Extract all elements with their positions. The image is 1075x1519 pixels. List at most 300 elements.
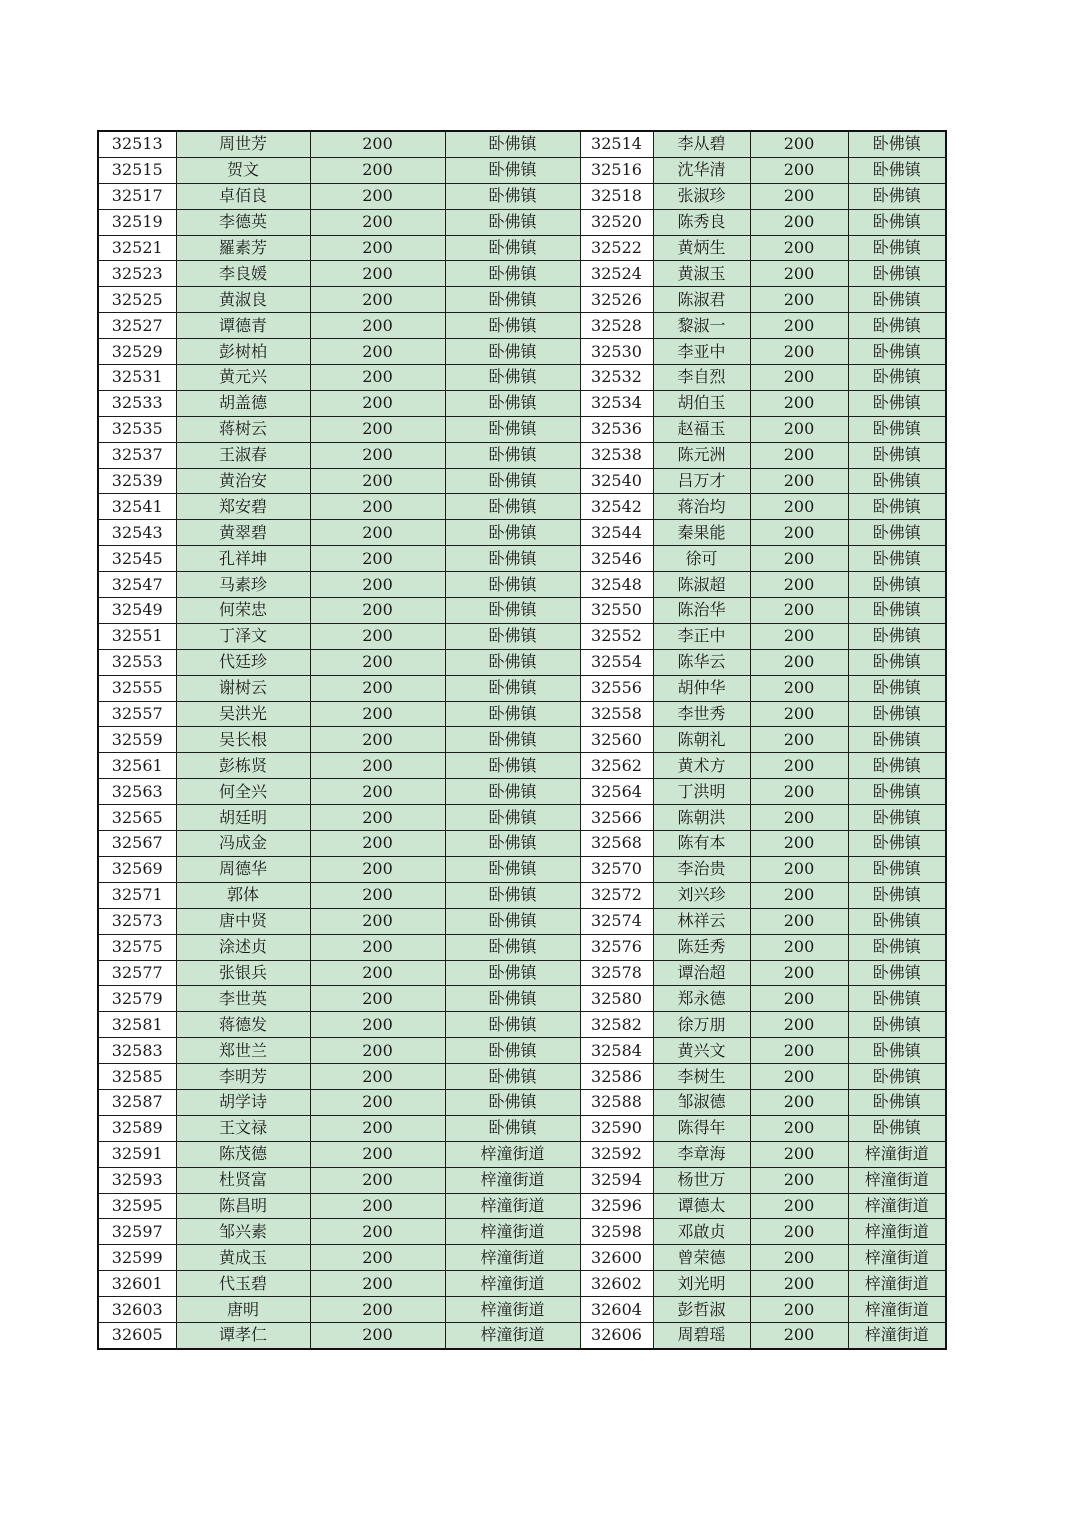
amount-cell: 200 <box>750 753 848 779</box>
area-name-cell: 卧佛镇 <box>848 727 946 753</box>
area-name-cell: 卧佛镇 <box>848 598 946 624</box>
area-name-cell: 卧佛镇 <box>445 261 580 287</box>
area-name-cell: 卧佛镇 <box>848 313 946 339</box>
amount-cell: 200 <box>310 209 445 235</box>
person-name-cell: 徐可 <box>653 546 750 572</box>
record-id-cell: 32516 <box>580 157 653 183</box>
area-name-cell: 卧佛镇 <box>848 623 946 649</box>
person-name-cell: 黄淑玉 <box>653 261 750 287</box>
area-name-cell: 梓潼街道 <box>848 1141 946 1167</box>
area-name-cell: 卧佛镇 <box>445 856 580 882</box>
record-id-cell: 32568 <box>580 831 653 857</box>
area-name-cell: 卧佛镇 <box>848 572 946 598</box>
amount-cell: 200 <box>750 649 848 675</box>
amount-cell: 200 <box>310 131 445 157</box>
amount-cell: 200 <box>750 1193 848 1219</box>
table-row <box>98 1064 946 1090</box>
person-name-cell: 陈有本 <box>653 831 750 857</box>
area-name-cell: 卧佛镇 <box>445 986 580 1012</box>
table-row <box>98 623 946 649</box>
area-name-cell: 卧佛镇 <box>445 339 580 365</box>
record-id-cell: 32515 <box>98 157 176 183</box>
record-id-cell: 32535 <box>98 416 176 442</box>
table-row <box>98 494 946 520</box>
record-id-cell: 32558 <box>580 701 653 727</box>
amount-cell: 200 <box>750 209 848 235</box>
area-name-cell: 卧佛镇 <box>445 908 580 934</box>
amount-cell: 200 <box>310 261 445 287</box>
table-row <box>98 546 946 572</box>
person-name-cell: 贺文 <box>176 157 310 183</box>
area-name-cell: 梓潼街道 <box>848 1167 946 1193</box>
record-id-cell: 32587 <box>98 1089 176 1115</box>
area-name-cell: 卧佛镇 <box>848 287 946 313</box>
person-name-cell: 冯成金 <box>176 831 310 857</box>
area-name-cell: 卧佛镇 <box>445 831 580 857</box>
area-name-cell: 卧佛镇 <box>848 1012 946 1038</box>
person-name-cell: 胡学诗 <box>176 1089 310 1115</box>
table-row <box>98 598 946 624</box>
person-name-cell: 李世秀 <box>653 701 750 727</box>
person-name-cell: 李亚中 <box>653 339 750 365</box>
person-name-cell: 黄成玉 <box>176 1245 310 1271</box>
amount-cell: 200 <box>750 1245 848 1271</box>
table-row <box>98 805 946 831</box>
amount-cell: 200 <box>310 675 445 701</box>
record-id-cell: 32576 <box>580 934 653 960</box>
person-name-cell: 郭体 <box>176 882 310 908</box>
amount-cell: 200 <box>310 1297 445 1323</box>
amount-cell: 200 <box>310 442 445 468</box>
table-row <box>98 1012 946 1038</box>
record-id-cell: 32522 <box>580 235 653 261</box>
area-name-cell: 卧佛镇 <box>445 1038 580 1064</box>
amount-cell: 200 <box>750 546 848 572</box>
amount-cell: 200 <box>750 779 848 805</box>
table-row <box>98 365 946 391</box>
record-id-cell: 32517 <box>98 183 176 209</box>
record-id-cell: 32606 <box>580 1322 653 1348</box>
area-name-cell: 卧佛镇 <box>848 856 946 882</box>
person-name-cell: 吴洪光 <box>176 701 310 727</box>
amount-cell: 200 <box>310 313 445 339</box>
table-row <box>98 287 946 313</box>
person-name-cell: 蒋树云 <box>176 416 310 442</box>
table-row <box>98 183 946 209</box>
record-id-cell: 32569 <box>98 856 176 882</box>
person-name-cell: 陈元洲 <box>653 442 750 468</box>
record-id-cell: 32581 <box>98 1012 176 1038</box>
person-name-cell: 邹兴素 <box>176 1219 310 1245</box>
person-name-cell: 谭孝仁 <box>176 1322 310 1348</box>
area-name-cell: 梓潼街道 <box>445 1245 580 1271</box>
person-name-cell: 代玉碧 <box>176 1271 310 1297</box>
record-id-cell: 32524 <box>580 261 653 287</box>
area-name-cell: 卧佛镇 <box>445 183 580 209</box>
amount-cell: 200 <box>750 1038 848 1064</box>
person-name-cell: 黎淑一 <box>653 313 750 339</box>
amount-cell: 200 <box>310 701 445 727</box>
amount-cell: 200 <box>750 831 848 857</box>
person-name-cell: 胡伯玉 <box>653 390 750 416</box>
area-name-cell: 卧佛镇 <box>445 546 580 572</box>
person-name-cell: 黄元兴 <box>176 365 310 391</box>
area-name-cell: 梓潼街道 <box>445 1219 580 1245</box>
area-name-cell: 卧佛镇 <box>445 572 580 598</box>
record-id-cell: 32598 <box>580 1219 653 1245</box>
area-name-cell: 卧佛镇 <box>848 520 946 546</box>
person-name-cell: 唐中贤 <box>176 908 310 934</box>
amount-cell: 200 <box>310 157 445 183</box>
record-id-cell: 32532 <box>580 365 653 391</box>
area-name-cell: 梓潼街道 <box>848 1219 946 1245</box>
area-name-cell: 卧佛镇 <box>445 1012 580 1038</box>
record-id-cell: 32541 <box>98 494 176 520</box>
area-name-cell: 卧佛镇 <box>848 261 946 287</box>
person-name-cell: 陈茂德 <box>176 1141 310 1167</box>
amount-cell: 200 <box>310 1012 445 1038</box>
area-name-cell: 卧佛镇 <box>445 235 580 261</box>
person-name-cell: 李自烈 <box>653 365 750 391</box>
area-name-cell: 卧佛镇 <box>445 779 580 805</box>
amount-cell: 200 <box>310 934 445 960</box>
amount-cell: 200 <box>750 1115 848 1141</box>
person-name-cell: 周碧瑶 <box>653 1322 750 1348</box>
person-name-cell: 唐明 <box>176 1297 310 1323</box>
person-name-cell: 谢树云 <box>176 675 310 701</box>
amount-cell: 200 <box>310 416 445 442</box>
roster-sheet <box>97 130 947 1350</box>
person-name-cell: 谭德青 <box>176 313 310 339</box>
record-id-cell: 32520 <box>580 209 653 235</box>
area-name-cell: 卧佛镇 <box>445 209 580 235</box>
amount-cell: 200 <box>750 908 848 934</box>
person-name-cell: 刘光明 <box>653 1271 750 1297</box>
area-name-cell: 卧佛镇 <box>848 235 946 261</box>
person-name-cell: 陈廷秀 <box>653 934 750 960</box>
record-id-cell: 32600 <box>580 1245 653 1271</box>
record-id-cell: 32531 <box>98 365 176 391</box>
table-row <box>98 131 946 157</box>
area-name-cell: 卧佛镇 <box>445 157 580 183</box>
person-name-cell: 黄翠碧 <box>176 520 310 546</box>
person-name-cell: 赵福玉 <box>653 416 750 442</box>
record-id-cell: 32533 <box>98 390 176 416</box>
area-name-cell: 卧佛镇 <box>848 960 946 986</box>
area-name-cell: 卧佛镇 <box>445 649 580 675</box>
area-name-cell: 卧佛镇 <box>445 1064 580 1090</box>
person-name-cell: 胡廷明 <box>176 805 310 831</box>
area-name-cell: 卧佛镇 <box>445 753 580 779</box>
record-id-cell: 32604 <box>580 1297 653 1323</box>
table-row <box>98 390 946 416</box>
amount-cell: 200 <box>750 131 848 157</box>
amount-cell: 200 <box>750 520 848 546</box>
record-id-cell: 32588 <box>580 1089 653 1115</box>
amount-cell: 200 <box>750 1141 848 1167</box>
amount-cell: 200 <box>750 494 848 520</box>
amount-cell: 200 <box>310 1219 445 1245</box>
amount-cell: 200 <box>310 546 445 572</box>
record-id-cell: 32596 <box>580 1193 653 1219</box>
area-name-cell: 卧佛镇 <box>445 598 580 624</box>
person-name-cell: 徐万朋 <box>653 1012 750 1038</box>
record-id-cell: 32605 <box>98 1322 176 1348</box>
record-id-cell: 32537 <box>98 442 176 468</box>
table-row <box>98 1141 946 1167</box>
person-name-cell: 周世芳 <box>176 131 310 157</box>
table-row <box>98 1322 946 1348</box>
table-row <box>98 157 946 183</box>
person-name-cell: 胡盖德 <box>176 390 310 416</box>
table-row <box>98 649 946 675</box>
amount-cell: 200 <box>750 727 848 753</box>
record-id-cell: 32589 <box>98 1115 176 1141</box>
record-id-cell: 32521 <box>98 235 176 261</box>
amount-cell: 200 <box>750 882 848 908</box>
person-name-cell: 李世英 <box>176 986 310 1012</box>
amount-cell: 200 <box>310 908 445 934</box>
person-name-cell: 王文禄 <box>176 1115 310 1141</box>
person-name-cell: 羅素芳 <box>176 235 310 261</box>
record-id-cell: 32545 <box>98 546 176 572</box>
record-id-cell: 32553 <box>98 649 176 675</box>
amount-cell: 200 <box>310 235 445 261</box>
area-name-cell: 卧佛镇 <box>445 727 580 753</box>
record-id-cell: 32534 <box>580 390 653 416</box>
person-name-cell: 彭栋贤 <box>176 753 310 779</box>
person-name-cell: 何全兴 <box>176 779 310 805</box>
amount-cell: 200 <box>310 831 445 857</box>
area-name-cell: 卧佛镇 <box>445 805 580 831</box>
record-id-cell: 32597 <box>98 1219 176 1245</box>
table-row <box>98 1193 946 1219</box>
record-id-cell: 32562 <box>580 753 653 779</box>
record-id-cell: 32592 <box>580 1141 653 1167</box>
area-name-cell: 梓潼街道 <box>848 1193 946 1219</box>
person-name-cell: 李从碧 <box>653 131 750 157</box>
record-id-cell: 32567 <box>98 831 176 857</box>
area-name-cell: 卧佛镇 <box>848 494 946 520</box>
person-name-cell: 邹淑德 <box>653 1089 750 1115</box>
area-name-cell: 卧佛镇 <box>445 416 580 442</box>
area-name-cell: 梓潼街道 <box>445 1322 580 1348</box>
person-name-cell: 陈淑君 <box>653 287 750 313</box>
person-name-cell: 蒋德发 <box>176 1012 310 1038</box>
record-id-cell: 32602 <box>580 1271 653 1297</box>
roster-table-body <box>98 131 946 1349</box>
record-id-cell: 32548 <box>580 572 653 598</box>
amount-cell: 200 <box>750 598 848 624</box>
area-name-cell: 梓潼街道 <box>445 1167 580 1193</box>
record-id-cell: 32514 <box>580 131 653 157</box>
person-name-cell: 郑世兰 <box>176 1038 310 1064</box>
area-name-cell: 卧佛镇 <box>848 1038 946 1064</box>
table-row <box>98 831 946 857</box>
person-name-cell: 张淑珍 <box>653 183 750 209</box>
record-id-cell: 32603 <box>98 1297 176 1323</box>
area-name-cell: 卧佛镇 <box>445 1089 580 1115</box>
table-row <box>98 753 946 779</box>
record-id-cell: 32582 <box>580 1012 653 1038</box>
amount-cell: 200 <box>310 339 445 365</box>
record-id-cell: 32546 <box>580 546 653 572</box>
table-row <box>98 572 946 598</box>
person-name-cell: 蒋治均 <box>653 494 750 520</box>
person-name-cell: 李章海 <box>653 1141 750 1167</box>
amount-cell: 200 <box>310 1167 445 1193</box>
amount-cell: 200 <box>310 390 445 416</box>
record-id-cell: 32551 <box>98 623 176 649</box>
record-id-cell: 32556 <box>580 675 653 701</box>
record-id-cell: 32599 <box>98 1245 176 1271</box>
table-row <box>98 1297 946 1323</box>
person-name-cell: 丁洪明 <box>653 779 750 805</box>
area-name-cell: 梓潼街道 <box>848 1271 946 1297</box>
amount-cell: 200 <box>310 365 445 391</box>
area-name-cell: 梓潼街道 <box>445 1141 580 1167</box>
table-row <box>98 416 946 442</box>
table-row <box>98 209 946 235</box>
record-id-cell: 32518 <box>580 183 653 209</box>
amount-cell: 200 <box>310 805 445 831</box>
area-name-cell: 梓潼街道 <box>848 1245 946 1271</box>
amount-cell: 200 <box>750 1064 848 1090</box>
record-id-cell: 32590 <box>580 1115 653 1141</box>
area-name-cell: 卧佛镇 <box>445 365 580 391</box>
amount-cell: 200 <box>310 856 445 882</box>
amount-cell: 200 <box>750 339 848 365</box>
area-name-cell: 卧佛镇 <box>445 313 580 339</box>
person-name-cell: 彭树柏 <box>176 339 310 365</box>
person-name-cell: 邓啟贞 <box>653 1219 750 1245</box>
person-name-cell: 杜贤富 <box>176 1167 310 1193</box>
person-name-cell: 王淑春 <box>176 442 310 468</box>
amount-cell: 200 <box>310 1245 445 1271</box>
amount-cell: 200 <box>750 157 848 183</box>
area-name-cell: 卧佛镇 <box>848 183 946 209</box>
area-name-cell: 卧佛镇 <box>848 831 946 857</box>
area-name-cell: 卧佛镇 <box>445 442 580 468</box>
record-id-cell: 32538 <box>580 442 653 468</box>
area-name-cell: 卧佛镇 <box>445 468 580 494</box>
table-row <box>98 1167 946 1193</box>
amount-cell: 200 <box>310 753 445 779</box>
person-name-cell: 秦果能 <box>653 520 750 546</box>
person-name-cell: 涂述贞 <box>176 934 310 960</box>
area-name-cell: 卧佛镇 <box>848 649 946 675</box>
record-id-cell: 32555 <box>98 675 176 701</box>
amount-cell: 200 <box>310 572 445 598</box>
person-name-cell: 李正中 <box>653 623 750 649</box>
table-row <box>98 882 946 908</box>
area-name-cell: 卧佛镇 <box>445 494 580 520</box>
amount-cell: 200 <box>310 1115 445 1141</box>
area-name-cell: 卧佛镇 <box>848 1089 946 1115</box>
amount-cell: 200 <box>310 623 445 649</box>
person-name-cell: 吴长根 <box>176 727 310 753</box>
amount-cell: 200 <box>310 287 445 313</box>
record-id-cell: 32539 <box>98 468 176 494</box>
table-row <box>98 1089 946 1115</box>
person-name-cell: 陈治华 <box>653 598 750 624</box>
amount-cell: 200 <box>310 779 445 805</box>
record-id-cell: 32579 <box>98 986 176 1012</box>
amount-cell: 200 <box>750 572 848 598</box>
person-name-cell: 曾荣德 <box>653 1245 750 1271</box>
table-row <box>98 675 946 701</box>
area-name-cell: 卧佛镇 <box>848 805 946 831</box>
table-row <box>98 934 946 960</box>
table-row <box>98 339 946 365</box>
person-name-cell: 张银兵 <box>176 960 310 986</box>
area-name-cell: 卧佛镇 <box>445 934 580 960</box>
table-row <box>98 235 946 261</box>
person-name-cell: 黄治安 <box>176 468 310 494</box>
area-name-cell: 卧佛镇 <box>848 546 946 572</box>
record-id-cell: 32554 <box>580 649 653 675</box>
amount-cell: 200 <box>310 649 445 675</box>
area-name-cell: 卧佛镇 <box>445 623 580 649</box>
record-id-cell: 32594 <box>580 1167 653 1193</box>
record-id-cell: 32586 <box>580 1064 653 1090</box>
record-id-cell: 32565 <box>98 805 176 831</box>
amount-cell: 200 <box>750 442 848 468</box>
table-row <box>98 727 946 753</box>
area-name-cell: 卧佛镇 <box>848 908 946 934</box>
area-name-cell: 卧佛镇 <box>848 701 946 727</box>
amount-cell: 200 <box>750 986 848 1012</box>
record-id-cell: 32542 <box>580 494 653 520</box>
area-name-cell: 梓潼街道 <box>848 1297 946 1323</box>
amount-cell: 200 <box>310 1064 445 1090</box>
area-name-cell: 梓潼街道 <box>445 1271 580 1297</box>
table-row <box>98 960 946 986</box>
record-id-cell: 32528 <box>580 313 653 339</box>
amount-cell: 200 <box>750 365 848 391</box>
amount-cell: 200 <box>310 727 445 753</box>
person-name-cell: 陈华云 <box>653 649 750 675</box>
amount-cell: 200 <box>750 1297 848 1323</box>
record-id-cell: 32564 <box>580 779 653 805</box>
table-row <box>98 1219 946 1245</box>
table-row <box>98 779 946 805</box>
person-name-cell: 卓佰良 <box>176 183 310 209</box>
area-name-cell: 卧佛镇 <box>848 209 946 235</box>
record-id-cell: 32563 <box>98 779 176 805</box>
area-name-cell: 卧佛镇 <box>445 520 580 546</box>
amount-cell: 200 <box>750 623 848 649</box>
record-id-cell: 32571 <box>98 882 176 908</box>
record-id-cell: 32561 <box>98 753 176 779</box>
person-name-cell: 陈秀良 <box>653 209 750 235</box>
record-id-cell: 32549 <box>98 598 176 624</box>
table-row <box>98 313 946 339</box>
record-id-cell: 32519 <box>98 209 176 235</box>
record-id-cell: 32530 <box>580 339 653 365</box>
area-name-cell: 梓潼街道 <box>445 1193 580 1219</box>
person-name-cell: 李德英 <box>176 209 310 235</box>
person-name-cell: 陈朝洪 <box>653 805 750 831</box>
person-name-cell: 何荣忠 <box>176 598 310 624</box>
record-id-cell: 32544 <box>580 520 653 546</box>
amount-cell: 200 <box>750 1219 848 1245</box>
person-name-cell: 沈华清 <box>653 157 750 183</box>
person-name-cell: 陈淑超 <box>653 572 750 598</box>
record-id-cell: 32513 <box>98 131 176 157</box>
area-name-cell: 卧佛镇 <box>445 1115 580 1141</box>
record-id-cell: 32557 <box>98 701 176 727</box>
